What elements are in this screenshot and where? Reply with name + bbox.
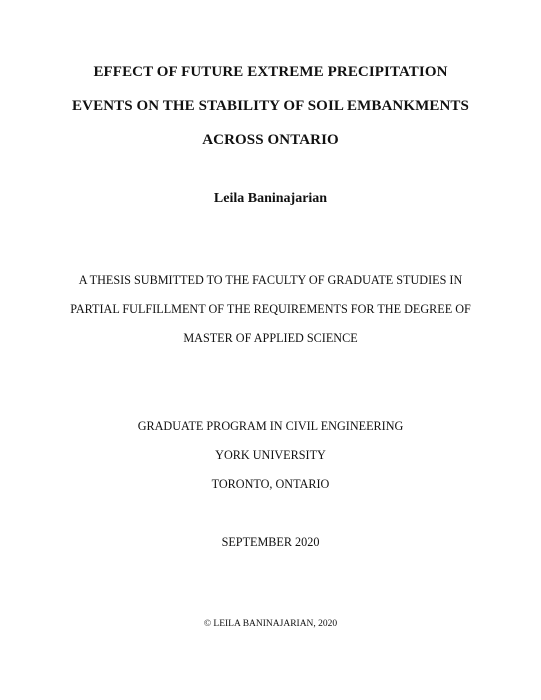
author-name: Leila Baninajarian xyxy=(213,191,328,206)
university-name: YORK UNIVERSITY xyxy=(215,448,326,462)
thesis-title-line-2: EVENTS ON THE STABILITY OF SOIL EMBANKMENTS xyxy=(72,98,469,114)
copyright-notice: © LEILA BANINAJARIAN, 2020 xyxy=(203,619,338,629)
thesis-statement-line-2: PARTIAL FULFILLMENT OF THE REQUIREMENTS FOR THE DEGREE OF xyxy=(70,302,471,316)
submission-date: SEPTEMBER 2020 xyxy=(221,535,320,549)
thesis-title-line-1: EFFECT OF FUTURE EXTREME PRECIPITATION xyxy=(93,64,448,80)
degree-name: MASTER OF APPLIED SCIENCE xyxy=(183,331,358,345)
thesis-statement-line-1: A THESIS SUBMITTED TO THE FACULTY OF GRADUATE STUDIES IN xyxy=(78,273,463,287)
graduate-program: GRADUATE PROGRAM IN CIVIL ENGINEERING xyxy=(137,419,404,433)
thesis-title-line-3: ACROSS ONTARIO xyxy=(202,132,339,148)
university-location: TORONTO, ONTARIO xyxy=(211,477,330,491)
